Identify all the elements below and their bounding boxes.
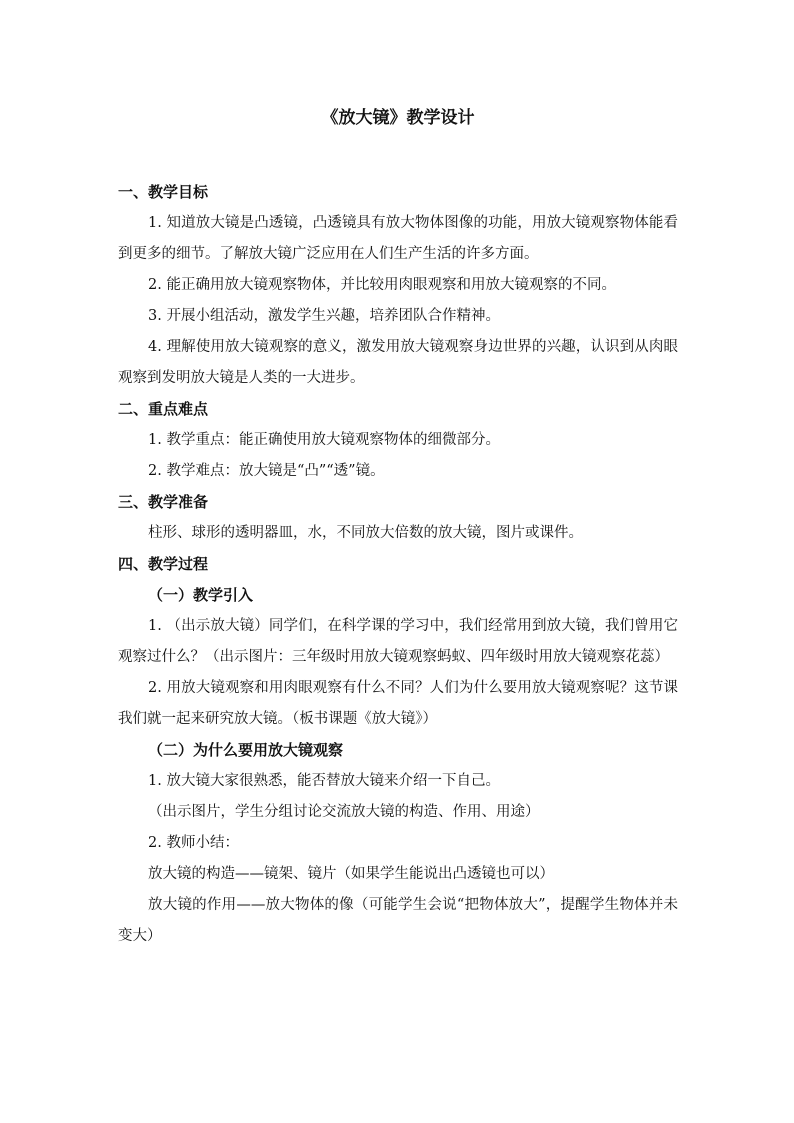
paragraph: 2. 能正确用放大镜观察物体，并比较用肉眼观察和用放大镜观察的不同。 bbox=[148, 277, 616, 293]
section-heading-preparation: 三、教学准备 bbox=[118, 493, 209, 511]
paragraph: 放大镜的构造——镜架、镜片（如果学生能说出凸透镜也可以） bbox=[148, 866, 554, 882]
section-heading-key-points: 二、重点难点 bbox=[118, 400, 209, 418]
subsection-heading-introduction: （一）教学引入 bbox=[148, 586, 254, 604]
paragraph: 1. 教学重点：能正确使用放大镜观察物体的细微部分。 bbox=[148, 432, 500, 448]
paragraph: （出示图片，学生分组讨论交流放大镜的构造、作用、用途） bbox=[148, 804, 540, 820]
paragraph: 2. 教学难点：放大镜是“凸”“透”镜。 bbox=[148, 463, 385, 479]
document-page bbox=[118, 103, 678, 952]
paragraph: 1. （出示放大镜）同学们，在科学课的学习中，我们经常用到放大镜，我们曾用它观察过什么？（出示图片：三年级时用放大镜观察蚂蚁、四年级时用放大镜观察花蕊） bbox=[118, 618, 678, 665]
paragraph: 4. 理解使用放大镜观察的意义，激发用放大镜观察身边世界的兴趣，认识到从肉眼观察到发明放大镜是人类的一大进步。 bbox=[118, 339, 678, 386]
paragraph: 柱形、球形的透明器皿，水，不同放大倍数的放大镜，图片或课件。 bbox=[148, 525, 583, 541]
paragraph: 1. 知道放大镜是凸透镜，凸透镜具有放大物体图像的功能，用放大镜观察物体能看到更多的细节。了解放大镜广泛应用在人们生产生活的许多方面。 bbox=[118, 215, 678, 262]
section-heading-process: 四、教学过程 bbox=[118, 555, 209, 573]
paragraph: 放大镜的作用——放大物体的像（可能学生会说“把物体放大”，提醒学生物体并未变大） bbox=[118, 897, 678, 944]
section-heading-objectives: 一、教学目标 bbox=[118, 183, 209, 201]
subsection-heading-why-magnifier: （二）为什么要用放大镜观察 bbox=[148, 741, 344, 759]
document-title: 《放大镜》教学设计 bbox=[321, 108, 475, 128]
paragraph: 2. 教师小结： bbox=[148, 835, 239, 851]
paragraph: 2. 用放大镜观察和用肉眼观察有什么不同？人们为什么要用放大镜观察呢？这节课我们就一起来研究放大镜。（板书课题《放大镜》） bbox=[118, 680, 678, 727]
paragraph: 3. 开展小组活动，激发学生兴趣，培养团队合作精神。 bbox=[148, 308, 500, 324]
paragraph: 1. 放大镜大家很熟悉，能否替放大镜来介绍一下自己。 bbox=[148, 773, 500, 789]
